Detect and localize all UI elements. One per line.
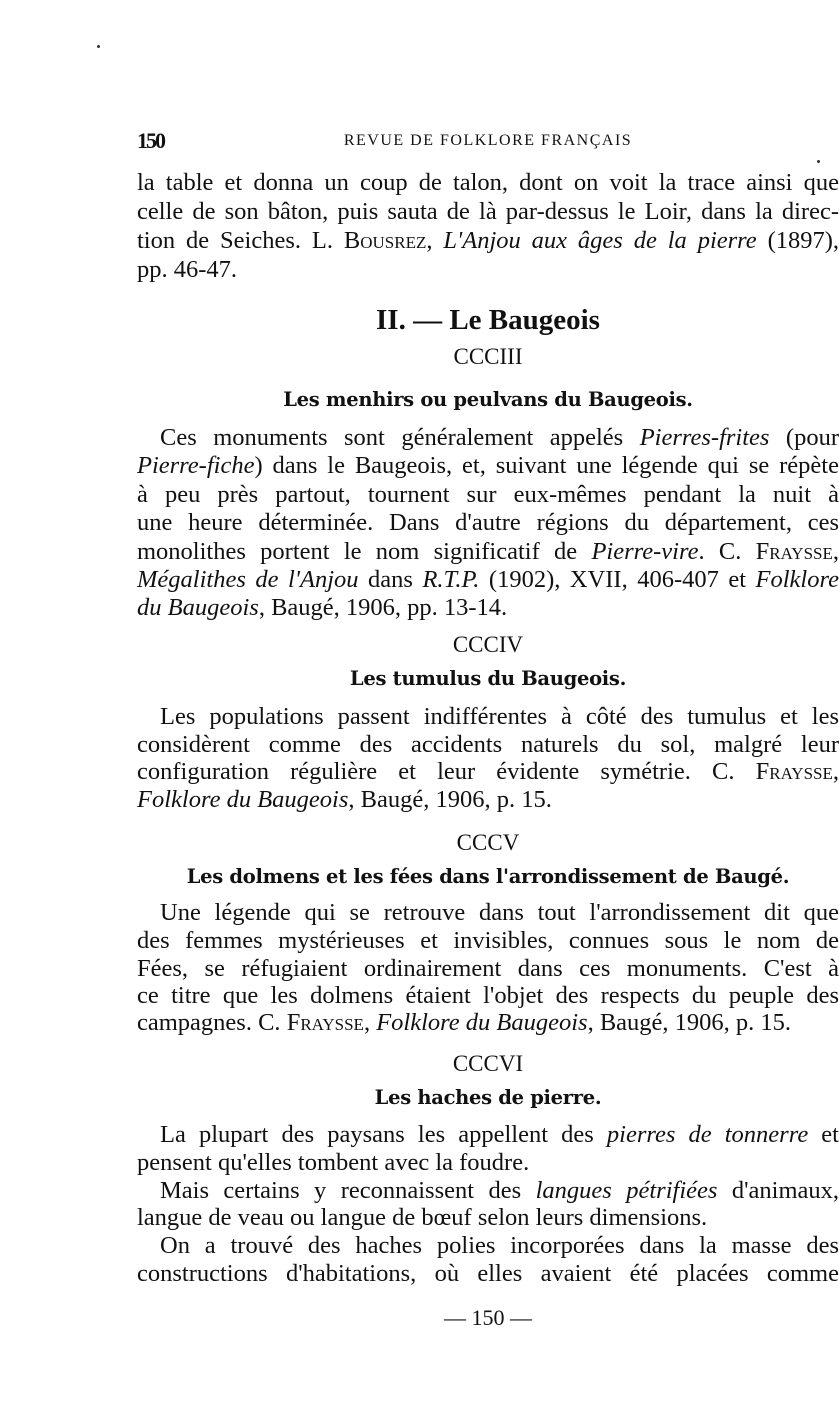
text-run: langue de veau ou langue de bœuf selon leurs dimensions.	[137, 1204, 708, 1231]
author-name: Fraysse	[755, 538, 833, 565]
section-title: Les menhirs ou peulvans du Baugeois.	[283, 388, 693, 411]
text-run: configuration régulière et leur évidente symétrie. C.	[137, 758, 756, 785]
italic-run: du Baugeois	[137, 594, 259, 621]
text-run: tion de Seiches. L.	[137, 227, 344, 254]
body-line	[137, 451, 839, 481]
body-line	[137, 168, 839, 198]
body-line	[137, 1203, 839, 1233]
author-name: Fraysse	[755, 758, 833, 785]
body-line	[137, 423, 839, 453]
text-run: celle de son bâton, puis sauta de là par-dessus le Loir, dans la direc-	[137, 198, 839, 225]
body-line	[137, 1120, 839, 1150]
italic-run: pierres de tonnerre	[606, 1121, 809, 1148]
body-line	[137, 981, 839, 1011]
text-run: (pour	[769, 424, 839, 451]
body-line	[137, 226, 839, 256]
author-name: Fraysse	[286, 1009, 364, 1036]
text-run: . C.	[698, 538, 756, 565]
text-run: pp. 46-47.	[137, 256, 238, 283]
italic-run: Folklore du Baugeois	[137, 786, 349, 813]
page-number: 150	[137, 128, 164, 153]
body-line	[137, 898, 839, 928]
text-run: , Baugé, 1906, pp. 13-14.	[258, 594, 508, 621]
text-run: Fées, se réfugiaient ordinairement dans ces monuments. C'est à	[137, 955, 839, 982]
italic-run: langues pétrifiées	[535, 1177, 718, 1204]
text-run: ce titre que les dolmens étaient l'objet des respects du peuple des	[137, 982, 839, 1009]
body-line	[137, 593, 839, 623]
body-line	[137, 785, 839, 815]
body-line	[137, 757, 839, 787]
section-number: CCCV	[456, 830, 520, 855]
text-run: ,	[832, 538, 839, 565]
body-line	[137, 1148, 839, 1178]
text-run: une heure déterminée. Dans d'autre régions du département, ces	[137, 509, 839, 536]
text-run: , Baugé, 1906, p. 15.	[348, 786, 552, 813]
text-run: constructions d'habitations, où elles avaient été placées comme	[137, 1260, 839, 1287]
italic-run: Pierre-fiche	[137, 452, 255, 479]
text-run: La plupart des paysans les appellent des	[160, 1121, 607, 1148]
body-line	[137, 1231, 839, 1261]
section-title: Les dolmens et les fées dans l'arrondissement de Baugé.	[186, 865, 790, 888]
author-name: Bousrez	[343, 227, 427, 254]
body-line	[137, 255, 839, 285]
section-number: CCCIII	[453, 344, 523, 369]
body-line	[137, 1008, 839, 1038]
text-run: des femmes mystérieuses et invisibles, connues sous le nom de	[137, 927, 839, 954]
text-run: Une légende qui se retrouve dans tout l'arrondissement dit que	[160, 899, 839, 926]
part-heading: II. — Le Baugeois	[376, 304, 600, 336]
text-run: dans	[358, 566, 423, 593]
body-line	[137, 730, 839, 760]
body-line	[137, 954, 839, 984]
italic-run: R.T.P.	[422, 566, 480, 593]
text-run: et	[808, 1121, 839, 1148]
text-run: ) dans le Baugeois, et, suivant une légende qui se répète	[254, 452, 839, 479]
body-line	[137, 508, 839, 538]
body-line	[137, 480, 839, 510]
scan-speck	[817, 160, 820, 163]
text-run: ,	[832, 758, 839, 785]
text-run: , Baugé, 1906, p. 15.	[587, 1009, 792, 1036]
text-run: ,	[363, 1009, 377, 1036]
scan-speck	[97, 45, 100, 48]
section-number: CCCVI	[452, 1051, 524, 1076]
body-line	[137, 565, 839, 595]
italic-run: Mégalithes de l'Anjou	[137, 566, 359, 593]
text-run: la table et donna un coup de talon, dont on voit la trace ainsi que	[137, 169, 839, 196]
italic-run: Pierre-vire	[591, 538, 699, 565]
italic-run: Folklore	[755, 566, 839, 593]
text-run: On a trouvé des haches polies incorporées dans la masse des	[160, 1232, 839, 1259]
section-title: Les haches de pierre.	[374, 1086, 602, 1109]
text-run: à peu près partout, tournent sur eux-mêmes pendant la nuit à	[137, 481, 839, 508]
body-line	[137, 1259, 839, 1289]
text-run: (1897),	[756, 227, 839, 254]
section-title: Les tumulus du Baugeois.	[349, 667, 627, 690]
body-line	[137, 702, 839, 732]
page-folio: — 150 —	[444, 1305, 532, 1330]
body-line	[137, 1176, 839, 1206]
text-run: d'animaux,	[717, 1177, 839, 1204]
section-number: CCCIV	[452, 632, 524, 657]
body-line	[137, 197, 839, 227]
italic-run: Folklore du Baugeois	[376, 1009, 588, 1036]
text-run: (1902), XVII, 406-407 et	[479, 566, 756, 593]
text-run: ,	[426, 227, 444, 254]
body-line	[137, 926, 839, 956]
text-run: considèrent comme des accidents naturels du sol, malgré leur	[137, 731, 839, 758]
italic-run: L'Anjou aux âges de la pierre	[443, 227, 757, 254]
text-run: campagnes. C.	[137, 1009, 287, 1036]
text-run: monolithes portent le nom significatif de	[137, 538, 592, 565]
body-line	[137, 537, 839, 567]
text-run: pensent qu'elles tombent avec la foudre.	[137, 1149, 530, 1176]
italic-run: Pierres-frites	[639, 424, 770, 451]
running-head-title: REVUE DE FOLKLORE FRANÇAIS	[343, 132, 633, 149]
text-run: Ces monuments sont généralement appelés	[160, 424, 640, 451]
text-run: Les populations passent indifférentes à côté des tumulus et les	[160, 703, 839, 730]
text-run: Mais certains y reconnaissent des	[160, 1177, 536, 1204]
